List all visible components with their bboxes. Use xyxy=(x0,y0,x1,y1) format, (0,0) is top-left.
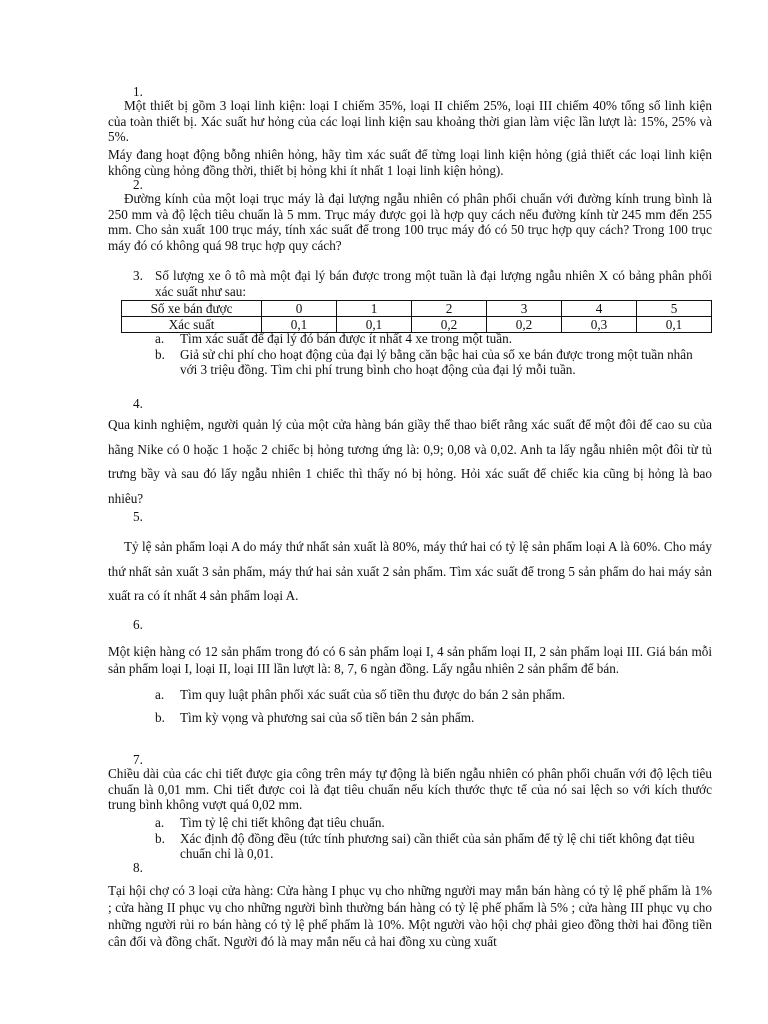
table-cell: 2 xyxy=(412,301,487,317)
list-marker: a. xyxy=(155,815,165,830)
table-row xyxy=(122,301,712,317)
problem-4-number: 4. xyxy=(133,396,143,411)
problem-3-intro: Số lượng xe ô tô mà một đại lý bán được trong một tuần là đại lượng ngẫu nhiên X có bảng phân phối xác suất như sau: xyxy=(155,268,712,299)
problem-3-number: 3. xyxy=(133,268,143,283)
problem-2-number: 2. xyxy=(133,177,143,192)
problem-6-number: 6. xyxy=(133,617,143,632)
problem-3-subquestions xyxy=(155,331,712,378)
table-cell: 5 xyxy=(637,301,712,317)
problem-8-number: 8. xyxy=(133,860,143,875)
problem-4-text: Qua kinh nghiệm, người quản lý của một cửa hàng bán giầy thể thao biết rằng xác suất để một đôi đế cao su của hãng Nike có 0 hoặc 1 hoặc 2 chiếc bị hỏng tương ứng là: 0,9; 0,08 và 0,02. Anh ta lấy ngẫu nhiên một đôi từ tủ trưng bầy và sau đó lấy ngẫu nhiên 1 chiếc thì thấy nó bị hỏng. Hỏi xác suất để chiếc kia cũng bị hỏng là bao nhiêu? xyxy=(108,417,712,506)
problem-2-text: Đường kính của một loại trục máy là đại lượng ngẫu nhiên có phân phối chuẩn với đường kính trung bình là 250 mm và độ lệch tiêu chuẩn là 5 mm. Trục máy được gọi là hợp quy cách nếu đường kính từ 245 mm đến 255 mm. Cho sản xuất 100 trục máy, tính xác suất để trong 100 trục máy đó có 50 trục hợp quy cách? Trong 100 trục máy đó có không quá 98 trục hợp quy cách? xyxy=(108,191,712,253)
problem-7-text: Chiều dài của các chi tiết được gia công trên máy tự động là biến ngẫu nhiên có phân phối chuẩn với độ lệch tiêu chuẩn là 0,01 mm. Chi tiết được coi là đạt tiêu chuẩn nếu kích thước thực tế của nó sai lệch so với kích thước trung bình không vượt quá 0,02 mm. xyxy=(108,766,712,812)
table-cell: 0,2 xyxy=(487,317,562,333)
problem-7-number: 7. xyxy=(133,752,143,767)
problem-1-number: 1. xyxy=(133,84,143,99)
table-cell: 0,1 xyxy=(637,317,712,333)
problem-5-text: Tỷ lệ sản phẩm loại A do máy thứ nhất sản xuất là 80%, máy thứ hai có tỷ lệ sản phẩm loại A là 60%. Cho máy thứ nhất sản xuất 3 sản phẩm, máy thứ hai sản xuất 2 sản phẩm. Tìm xác suất để trong 5 sản phẩm do hai máy sản xuất ra có ít nhất 4 sản phẩm loại A. xyxy=(108,539,712,604)
list-item xyxy=(155,815,712,831)
problem-6-subquestions xyxy=(155,683,712,729)
list-item xyxy=(155,683,712,706)
list-item xyxy=(155,831,712,862)
problem-6a-text: Tìm quy luật phân phối xác suất của số tiền thu được do bán 2 sản phẩm. xyxy=(180,687,566,702)
table-cell: 3 xyxy=(487,301,562,317)
problem-1-paragraph-2: Máy đang hoạt động bỗng nhiên hỏng, hãy tìm xác suất để từng loại linh kiện hỏng (giả thiết các loại linh kiện không cùng hỏng đồng thời, thiết bị hỏng khi ít nhất 1 loại linh kiện hỏng). xyxy=(108,147,712,178)
list-marker: a. xyxy=(155,331,165,346)
problem-5-number: 5. xyxy=(133,509,143,524)
problem-3a-text: Tìm xác suất để đại lý đó bán được ít nhất 4 xe trong một tuần. xyxy=(180,331,513,346)
problem-7-subquestions xyxy=(155,815,712,862)
table-cell: 0 xyxy=(262,301,337,317)
table-cell: 1 xyxy=(337,301,412,317)
list-marker: b. xyxy=(155,830,165,846)
list-item xyxy=(155,706,712,729)
problem-6b-text: Tìm kỳ vọng và phương sai của số tiền bán 2 sản phẩm. xyxy=(180,710,475,725)
list-item xyxy=(155,347,712,378)
problem-8-text: Tại hội chợ có 3 loại cửa hàng: Cửa hàng I phục vụ cho những người may mắn bán hàng có tỷ lệ phế phẩm là 1% ; cửa hàng II phục vụ cho những người bình thường bán hàng có tỷ lệ phế phẩm là 5% ; cửa hàng III phục vụ cho những người rủi ro bán hàng có tỷ lệ phế phẩm là 10%. Một người vào hội chợ phải gieo đồng thời hai đồng tiền cân đối và đồng chất. Người đó là may mắn nếu cả hai đồng xu cùng xuất xyxy=(108,883,712,949)
problem-6-text: Một kiện hàng có 12 sản phẩm trong đó có 6 sản phẩm loại I, 4 sản phẩm loại II, 2 sản phẩm loại III. Giá bán mỗi sản phẩm loại I, loại II, loại III lần lượt là: 8, 7, 6 ngàn đồng. Lấy ngẫu nhiên 2 sản phẩm để bán. xyxy=(108,644,712,676)
table-cell: 0,2 xyxy=(412,317,487,333)
problem-3b-text: Giả sử chi phí cho hoạt động của đại lý bằng căn bậc hai của số xe bán được trong một tuần nhân với 3 triệu đồng. Tìm chi phí trung bình cho hoạt động của đại lý mỗi tuần. xyxy=(180,346,693,377)
probability-distribution-table xyxy=(121,300,712,333)
list-marker: a. xyxy=(155,687,165,702)
table-cell: 4 xyxy=(562,301,637,317)
problem-1-paragraph-1: Một thiết bị gồm 3 loại linh kiện: loại I chiếm 35%, loại II chiếm 25%, loại III chiếm 40% tổng số linh kiện của toàn thiết bị. Xác suất hư hỏng của các loại linh kiện sau khoảng thời gian làm việc lần lượt là: 15%, 25% và 5%. xyxy=(108,98,712,144)
list-item xyxy=(155,331,712,347)
table-cell: 0,1 xyxy=(337,317,412,333)
table-header-cell: Số xe bán được xyxy=(122,301,262,317)
table-cell: 0,3 xyxy=(562,317,637,333)
table-cell: 0,1 xyxy=(262,317,337,333)
table-header-cell: Xác suất xyxy=(122,317,262,333)
problem-7b-text: Xác định độ đồng đều (tức tính phương sai) cần thiết của sản phẩm để tỷ lệ chi tiết không đạt tiêu chuẩn chỉ là 0,01. xyxy=(180,830,695,861)
list-marker: b. xyxy=(155,346,165,362)
list-marker: b. xyxy=(155,710,165,725)
problem-7a-text: Tìm tỷ lệ chi tiết không đạt tiêu chuẩn. xyxy=(180,815,385,830)
